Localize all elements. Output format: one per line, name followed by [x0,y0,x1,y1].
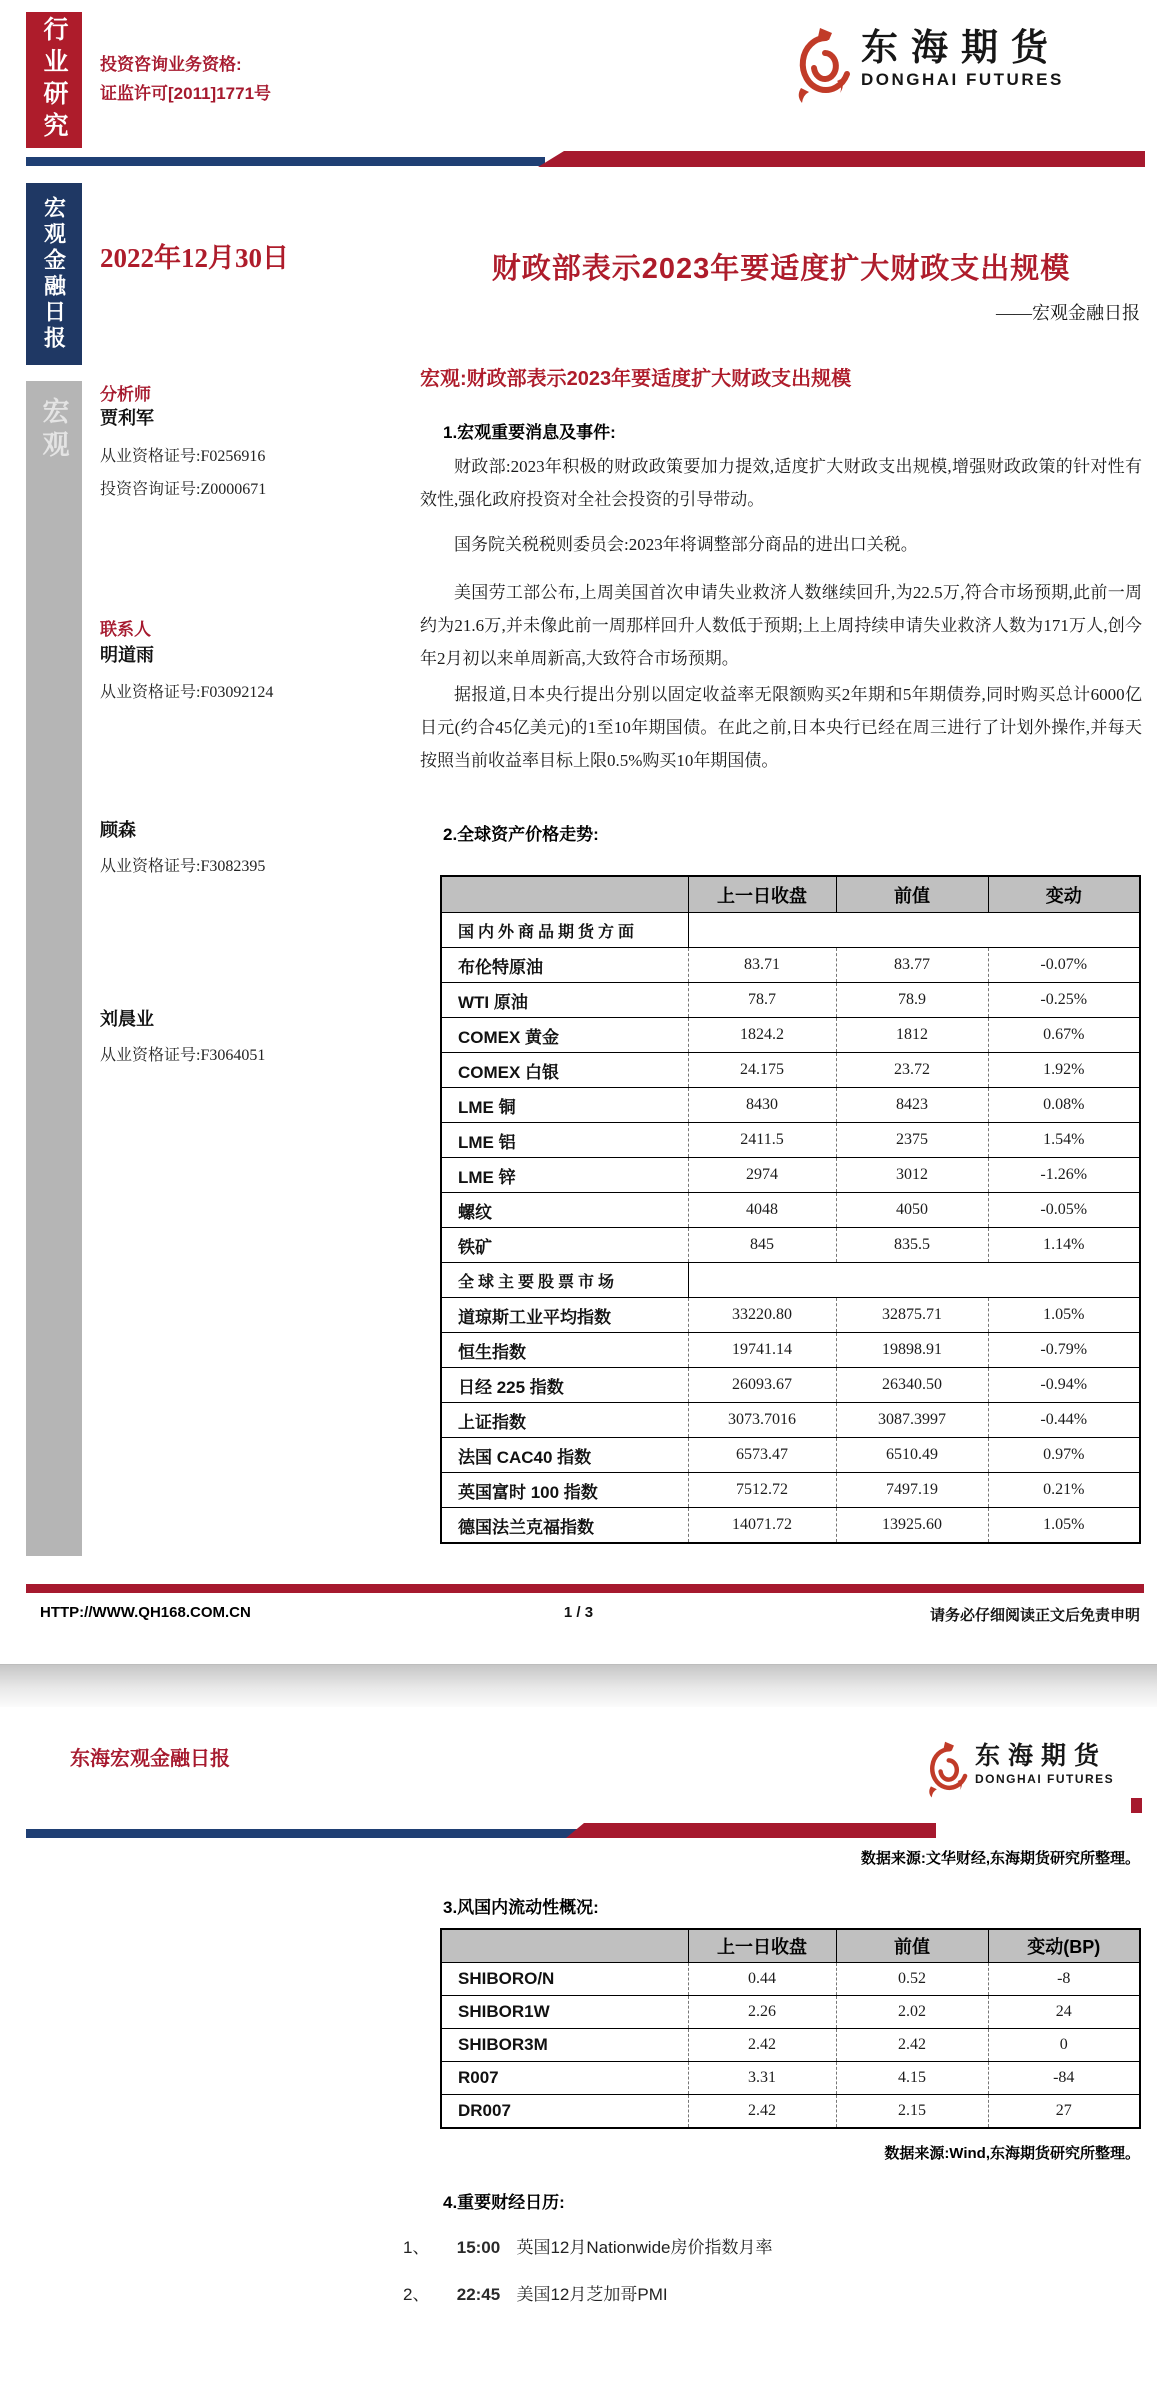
page-separator [0,1664,1157,1707]
company-logo-small [925,1740,1114,1805]
cell-label: SHIBOR1W [441,1996,688,2029]
body-paragraph: 据报道,日本央行提出分别以固定收益率无限额购买2年期和5年期债券,同时购买总计6000亿日元(约合45亿美元)的1至10年期国债。在此之前,日本央行已经在周三进行了计划外操作,并每天按照当前收益率目标上限0.5%购买10年期国债。 [420,685,1142,770]
calendar-item-event: 英国12月Nationwide房价指数月率 [516,2238,773,2257]
table-row [441,1333,1140,1368]
contact-label: 联系人 [100,620,151,639]
cell-prior: 2.02 [836,1996,988,2029]
macro-sidebar-label: 宏观 [38,397,69,463]
section3-heading: 3.风国内流动性概况: [443,1898,599,1917]
cell-prev-close: 2.26 [688,1996,836,2029]
footer-bar [26,1584,1144,1593]
cell-change: -0.25% [988,983,1140,1018]
cell-prior: 2.42 [836,2029,988,2062]
cell-prior: 23.72 [836,1053,988,1088]
qualification-note [100,50,271,108]
cell-change: 1.05% [988,1298,1140,1333]
contact-name: 刘晨业 [100,1009,154,1029]
page2-header-title: 东海宏观金融日报 [70,1748,230,1770]
cell-prior: 4050 [836,1193,988,1228]
table-row [441,2062,1140,2095]
cell-change: 0.97% [988,1438,1140,1473]
table-row [441,1403,1140,1438]
header-prev-close: 上一日收盘 [688,1929,836,1963]
cell-prior: 8423 [836,1088,988,1123]
cell-prior: 7497.19 [836,1473,988,1508]
contact-credential: 从业资格证号:F3082395 [100,858,266,875]
section4-heading: 4.重要财经日历: [443,2193,565,2212]
table-row [441,2095,1140,2129]
table-row [441,1193,1140,1228]
cell-prior: 83.77 [836,948,988,983]
report-subtitle: ——宏观金融日报 [996,303,1140,323]
calendar-item-number: 2、 [403,2285,430,2304]
cell-prev-close: 2.42 [688,2095,836,2129]
analyst-name: 贾利军 [100,408,154,428]
page2-header-bar-blue [26,1829,578,1838]
disclaimer-notice: 请务必仔细阅读正文后免责申明 [929,1607,1140,1624]
cell-prev-close: 24.175 [688,1053,836,1088]
cell-prev-close: 2411.5 [688,1123,836,1158]
table-row [441,948,1140,983]
header-bar-blue [26,157,545,166]
cell-label: 铁矿 [441,1228,688,1263]
cell-prev-close: 845 [688,1228,836,1263]
cell-prior: 19898.91 [836,1333,988,1368]
body-paragraph: 美国劳工部公布,上周美国首次申请失业救济人数继续回升,为22.5万,符合市场预期,此前一周约为21.6万,并未像此前一周那样回升人数低于预期;上上周持续申请失业救济人数为171万人,创今年2月初以来单周新高,大致符合市场预期。 [420,583,1142,668]
cell-prior: 2375 [836,1123,988,1158]
dragon-logo-icon [793,26,855,111]
cell-prior: 835.5 [836,1228,988,1263]
cell-label: 恒生指数 [441,1333,688,1368]
table-section-row [441,913,1140,948]
cell-label: LME 锌 [441,1158,688,1193]
section-label: 全球主要股票市场 [441,1263,688,1298]
data-source-note: 数据来源:文华财经,东海期货研究所整理。 [860,1850,1140,1867]
cell-change: -0.79% [988,1333,1140,1368]
cell-prev-close: 8430 [688,1088,836,1123]
page2-header-bar-red [566,1823,936,1838]
section-label: 国内外商品期货方面 [441,913,688,948]
table-header-row [441,876,1140,913]
header-prior: 前值 [836,876,988,913]
header-empty [441,876,688,913]
cell-label: 上证指数 [441,1403,688,1438]
table-row [441,1996,1140,2029]
table-row [441,983,1140,1018]
cell-change: -0.94% [988,1368,1140,1403]
cell-prev-close: 4048 [688,1193,836,1228]
section-spacer [688,1263,1140,1298]
calendar-item [403,2280,668,2305]
report-title: 财政部表示2023年要适度扩大财政支出规模 [491,253,1071,285]
table-header-row [441,1929,1140,1963]
calendar-item [403,2233,772,2258]
section1-heading: 1.宏观重要消息及事件: [443,423,616,442]
header-prior: 前值 [836,1929,988,1963]
cell-change: -0.44% [988,1403,1140,1438]
calendar-item-event: 美国12月芝加哥PMI [516,2285,668,2304]
logo-name-cn: 东海期货 [975,1742,1108,1770]
table-row [441,1228,1140,1263]
global-asset-price-table [440,875,1141,1544]
cell-prev-close: 2.42 [688,2029,836,2062]
contact-name: 明道雨 [100,645,154,665]
header-prev-close: 上一日收盘 [688,876,836,913]
logo-red-square [1131,1798,1142,1813]
cell-label: 法国 CAC40 指数 [441,1438,688,1473]
analyst-credential-2: 投资咨询证号:Z0000671 [100,481,267,498]
header-empty [441,1929,688,1963]
page-number: 1 / 3 [563,1604,594,1621]
cell-change: -84 [988,2062,1140,2095]
cell-change: 0 [988,2029,1140,2062]
cell-change: -0.05% [988,1193,1140,1228]
cell-prev-close: 7512.72 [688,1473,836,1508]
cell-label: LME 铜 [441,1088,688,1123]
cell-label: DR007 [441,2095,688,2129]
qualification-line1: 投资咨询业务资格: [100,55,242,74]
report-date: 2022年12月30日 [100,243,289,273]
table-row [441,2029,1140,2062]
cell-label: R007 [441,2062,688,2095]
cell-prev-close: 33220.80 [688,1298,836,1333]
table-row [441,1053,1140,1088]
table-row [441,1508,1140,1544]
contact-name: 顾森 [100,820,136,840]
cell-change: 0.21% [988,1473,1140,1508]
cell-label: 英国富时 100 指数 [441,1473,688,1508]
cell-prev-close: 26093.67 [688,1368,836,1403]
cell-change: 1.54% [988,1123,1140,1158]
cell-prev-close: 3.31 [688,2062,836,2095]
cell-prior: 13925.60 [836,1508,988,1544]
cell-label: SHIBORO/N [441,1963,688,1996]
table-row [441,1438,1140,1473]
table-row [441,1298,1140,1333]
analyst-label: 分析师 [100,385,151,404]
cell-prior: 3087.3997 [836,1403,988,1438]
cell-prior: 78.9 [836,983,988,1018]
section2-heading: 2.全球资产价格走势: [443,825,599,844]
footer-url-link[interactable]: HTTP://WWW.QH168.COM.CN [40,1604,251,1621]
analyst-credential-1: 从业资格证号:F0256916 [100,448,266,465]
domestic-liquidity-table [440,1928,1141,2129]
table-row [441,1473,1140,1508]
header-bar-red [538,151,1145,167]
contact-credential: 从业资格证号:F03092124 [100,684,274,701]
body-paragraph: 国务院关税税则委员会:2023年将调整部分商品的进出口关税。 [454,535,918,554]
cell-change: 1.05% [988,1508,1140,1544]
cell-label: 螺纹 [441,1193,688,1228]
cell-label: COMEX 白银 [441,1053,688,1088]
cell-change: -1.26% [988,1158,1140,1193]
logo-name-en: DONGHAI FUTURES [861,70,1064,89]
cell-prev-close: 19741.14 [688,1333,836,1368]
cell-prev-close: 78.7 [688,983,836,1018]
cell-change: 0.67% [988,1018,1140,1053]
cell-prev-close: 2974 [688,1158,836,1193]
cell-prev-close: 83.71 [688,948,836,983]
industry-research-tab: 行业研究 [26,12,82,148]
cell-prior: 32875.71 [836,1298,988,1333]
cell-label: 道琼斯工业平均指数 [441,1298,688,1333]
header-change-bp: 变动(BP) [988,1929,1140,1963]
cell-label: COMEX 黄金 [441,1018,688,1053]
table-row [441,1963,1140,1996]
calendar-item-time: 22:45 [456,2285,501,2304]
cell-label: SHIBOR3M [441,2029,688,2062]
cell-prev-close: 0.44 [688,1963,836,1996]
cell-prior: 0.52 [836,1963,988,1996]
cell-change: 1.14% [988,1228,1140,1263]
data-source-note: 数据来源:Wind,东海期货研究所整理。 [884,2145,1140,2162]
logo-name-en: DONGHAI FUTURES [975,1772,1115,1786]
contact-credential: 从业资格证号:F3064051 [100,1047,266,1064]
body-paragraph: 财政部:2023年积极的财政政策要加力提效,适度扩大财政支出规模,增强财政政策的针对性有效性,强化政府投资对全社会投资的引导带动。 [420,457,1142,509]
cell-label: WTI 原油 [441,983,688,1018]
calendar-item-time: 15:00 [456,2238,501,2257]
cell-prior: 2.15 [836,2095,988,2129]
cell-change: 27 [988,2095,1140,2129]
table-row [441,1158,1140,1193]
cell-prev-close: 14071.72 [688,1508,836,1544]
table-row [441,1018,1140,1053]
table-row [441,1123,1140,1158]
cell-prior: 1812 [836,1018,988,1053]
cell-label: LME 铝 [441,1123,688,1158]
cell-change: -0.07% [988,948,1140,983]
table-section-row [441,1263,1140,1298]
table-row [441,1088,1140,1123]
dragon-logo-icon [925,1740,971,1805]
section-spacer [688,913,1140,948]
qualification-line2: 证监许可[2011]1771号 [100,84,272,103]
cell-prior: 3012 [836,1158,988,1193]
cell-change: -8 [988,1963,1140,1996]
company-logo [793,26,1143,110]
header-change: 变动 [988,876,1140,913]
logo-name-cn: 东海期货 [861,27,1061,68]
table-row [441,1368,1140,1403]
cell-prior: 6510.49 [836,1438,988,1473]
macro-section-heading: 宏观:财政部表示2023年要适度扩大财政支出规模 [420,368,852,390]
cell-label: 日经 225 指数 [441,1368,688,1403]
macro-sidebar [26,381,82,1556]
daily-banner-vertical: 宏观金融日报 [26,183,82,365]
cell-label: 布伦特原油 [441,948,688,983]
cell-prev-close: 3073.7016 [688,1403,836,1438]
cell-prev-close: 6573.47 [688,1438,836,1473]
cell-change: 0.08% [988,1088,1140,1123]
cell-change: 24 [988,1996,1140,2029]
cell-label: 德国法兰克福指数 [441,1508,688,1544]
cell-prior: 26340.50 [836,1368,988,1403]
cell-change: 1.92% [988,1053,1140,1088]
cell-prior: 4.15 [836,2062,988,2095]
cell-prev-close: 1824.2 [688,1018,836,1053]
calendar-item-number: 1、 [403,2238,430,2257]
